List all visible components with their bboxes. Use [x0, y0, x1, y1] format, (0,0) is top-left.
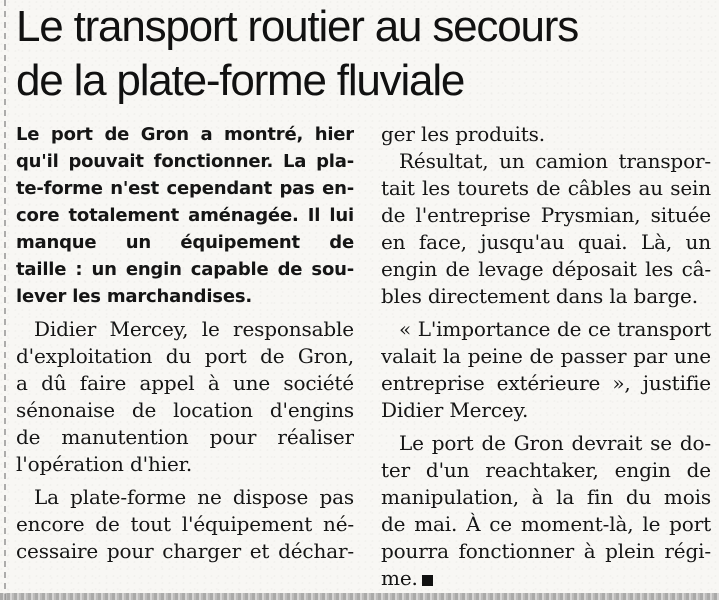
end-of-article-square-icon [422, 575, 433, 586]
body-line: valait la peine de passer par une [381, 344, 711, 368]
lead-line: Le port de Gron a montré, hier [16, 124, 354, 145]
lead-line: manque un équipement de [16, 232, 354, 253]
body-line: cessaire pour charger et déchar- [16, 539, 354, 563]
body-line: La plate-forme ne dispose pas [34, 485, 354, 509]
body-line: engin de levage déposait les câ- [381, 257, 711, 281]
body-line: en face, jusqu'au quai. Là, un [381, 230, 711, 254]
body-paragraph-5 [381, 430, 711, 592]
clipping-bottom-edge [0, 593, 719, 600]
body-line: Résultat, un camion transpor- [399, 149, 711, 173]
headline-line-1: Le transport routier au secours [16, 2, 578, 51]
body-line: pourra fonctionner à plein régi- [381, 539, 711, 563]
body-line-final-text: me. [381, 566, 418, 590]
body-paragraph-4 [381, 316, 711, 424]
body-line: Le port de Gron devrait se do- [399, 431, 711, 455]
body-line: bles directement dans la barge. [381, 284, 698, 308]
lead-line: core totalement aménagée. Il lui [16, 205, 354, 226]
body-line: de manutention pour réaliser [16, 425, 354, 449]
body-paragraph-1 [16, 316, 354, 478]
body-line: ger les produits. [381, 122, 546, 146]
body-line: encore de tout l'équipement né- [16, 512, 354, 536]
body-line: Didier Mercey. [381, 398, 529, 422]
body-line: manipulation, à la fin du mois [381, 485, 711, 509]
body-line: de mai. À ce moment-là, le port [381, 512, 711, 536]
body-line: tait les tourets de câbles au sein [381, 176, 711, 200]
headline-line-2: de la plate-forme fluviale [16, 56, 465, 105]
clipping-left-edge [4, 0, 6, 600]
article-column-left [16, 121, 354, 565]
article-headline [16, 0, 706, 108]
lead-line: lever les marchandises. [16, 286, 252, 307]
body-line: « L'importance de ce transport [399, 317, 711, 341]
body-line: a dû faire appel à une société [16, 371, 354, 395]
body-line-final [381, 565, 711, 592]
body-paragraph-2 [16, 484, 354, 565]
lead-line: te-forme n'est cependant pas en- [16, 178, 354, 199]
body-paragraph-2-continued [381, 121, 711, 148]
article-column-right [381, 121, 711, 592]
body-line: de l'entreprise Prysmian, située [381, 203, 711, 227]
body-paragraph-3 [381, 148, 711, 310]
body-line: entreprise extérieure », justifie [381, 371, 711, 395]
body-line: ter d'un reachtaker, engin de [381, 458, 711, 482]
article-lead [16, 121, 354, 310]
body-line: sénonaise de location d'engins [16, 398, 354, 422]
body-line: Didier Mercey, le responsable [34, 317, 354, 341]
lead-line: taille : un engin capable de sou- [16, 259, 354, 280]
lead-line: qu'il pouvait fonctionner. La pla- [16, 151, 354, 172]
body-line: d'exploitation du port de Gron, [16, 344, 354, 368]
body-line: l'opération d'hier. [16, 452, 193, 476]
